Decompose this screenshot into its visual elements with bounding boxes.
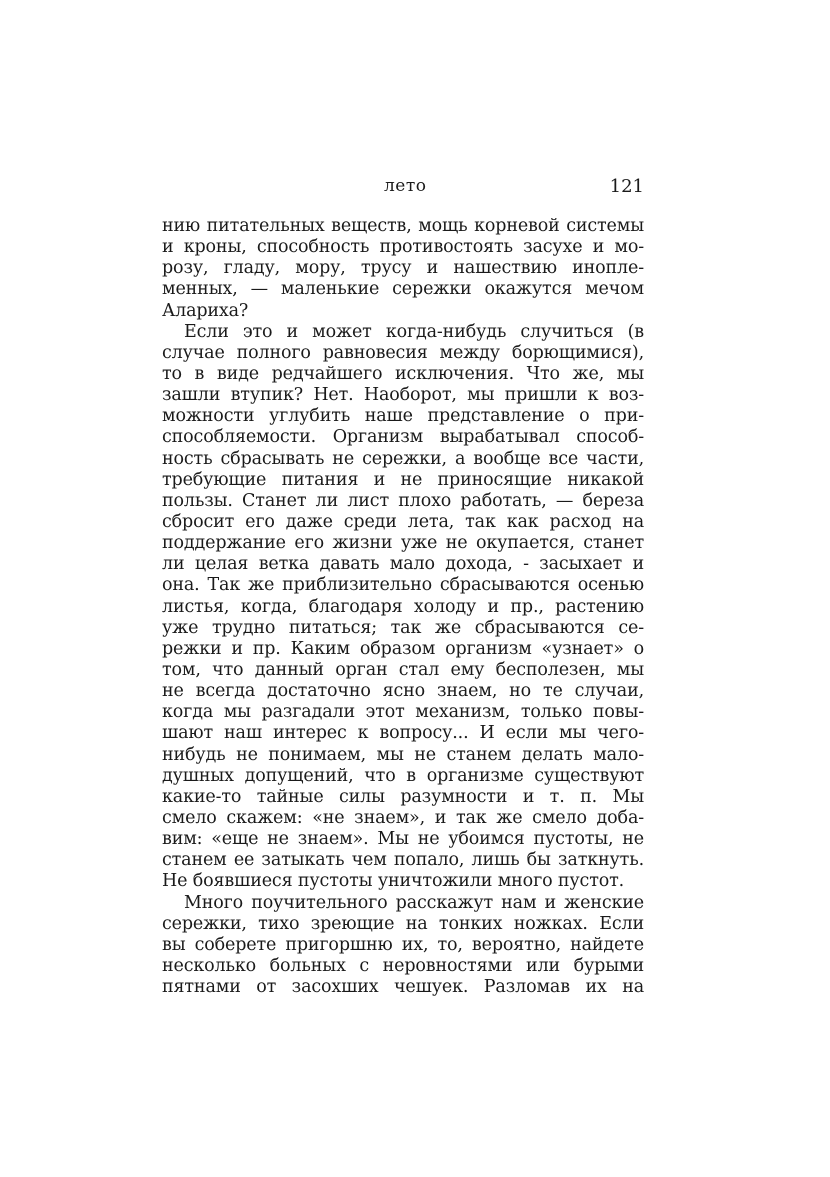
page-header <box>162 176 644 198</box>
text-line: какие-то тайные силы разумности и т. п. Мы <box>162 786 644 807</box>
text-line: способляемости. Организм вырабатывал способ- <box>162 427 644 448</box>
text-line: и кроны, способность противостоять засухе и мо- <box>162 237 644 258</box>
text-line: сережки, тихо зреющие на тонких ножках. Если <box>162 913 644 934</box>
text-line: то в виде редчайшего исключения. Что же, мы <box>162 363 644 384</box>
text-line: ность сбрасывать не сережки, а вообще все части, <box>162 448 644 469</box>
text-line: нию питательных веществ, мощь корневой системы <box>162 216 644 236</box>
text-line: поддержание его жизни уже не окупается, станет <box>162 533 644 554</box>
text-line: пятнами от засохших чешуек. Разломав их на <box>162 977 644 998</box>
text-line: ли целая ветка давать мало дохода, - засыхает и <box>162 554 644 575</box>
text-line: душных допущений, что в организме существуют <box>162 765 644 786</box>
text-line: не всегда достаточно ясно знаем, но те случаи, <box>162 681 644 702</box>
text-line: шают наш интерес к вопросу... И если мы чего- <box>162 723 644 744</box>
text-line: когда мы разгадали этот механизм, только повы- <box>162 702 644 723</box>
text-line: Алариха? <box>162 300 249 321</box>
text-line: том, что данный орган стал ему бесполезен, мы <box>162 659 644 680</box>
running-head: лето <box>384 176 427 196</box>
text-line: сбросит его даже среди лета, так как расход на <box>162 511 644 532</box>
text-line: смело скажем: «не знаем», и так же смело доба- <box>162 807 644 828</box>
text-line: режки и пр. Каким образом организм «узнает» о <box>162 638 644 659</box>
text-line: листья, когда, благодаря холоду и пр., растению <box>162 596 644 617</box>
text-line: уже трудно питаться; так же сбрасываются се- <box>162 617 644 638</box>
body-text <box>162 216 644 998</box>
text-line: можности углубить наше представление о при- <box>162 406 644 427</box>
text-line: зашли втупик? Нет. Наоборот, мы пришли к воз- <box>162 385 644 406</box>
text-line: вим: «еще не знаем». Мы не убоимся пустоты, не <box>162 829 644 850</box>
text-line: пользы. Станет ли лист плохо работать, — береза <box>162 490 644 511</box>
text-line: станем ее затыкать чем попало, лишь бы заткнуть. <box>162 850 644 871</box>
text-line: менных, — маленькие сережки окажутся мечом <box>162 279 644 300</box>
text-line: Если это и может когда-нибудь случиться (в <box>184 321 644 342</box>
text-line: она. Так же приблизительно сбрасываются осенью <box>162 575 644 596</box>
text-line: нибудь не понимаем, мы не станем делать мало- <box>162 744 644 765</box>
page-number: 121 <box>609 176 644 197</box>
text-line: случае полного равновесия между борющимися), <box>162 342 644 363</box>
text-line: несколько больных с неровностями или бурыми <box>162 955 644 976</box>
text-line: требующие питания и не приносящие никакой <box>162 469 644 490</box>
text-line: вы соберете пригоршню их, то, вероятно, найдете <box>162 934 644 955</box>
text-line: розу, гладу, мору, трусу и нашествию инопле- <box>162 258 644 279</box>
text-line: Не боявшиеся пустоты уничтожили много пустот. <box>162 871 625 892</box>
text-line: Много поучительного расскажут нам и женские <box>184 892 644 913</box>
